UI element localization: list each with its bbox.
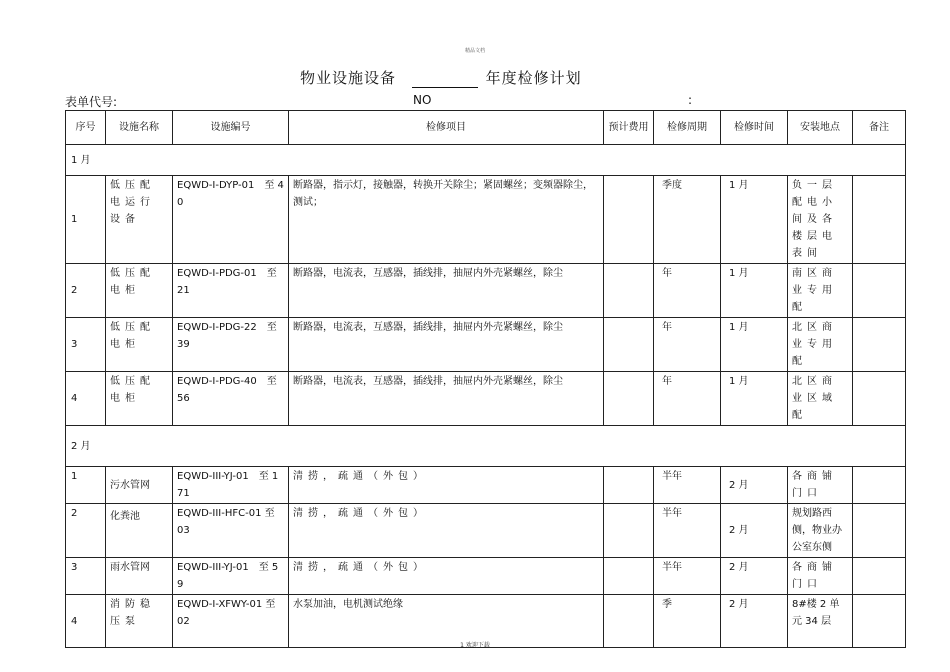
cell-seq: 4 [66, 372, 106, 426]
col-header-time: 检修时间 [721, 111, 788, 145]
cell-code: EQWD-I-DYP-01 至 40 [173, 176, 289, 264]
cell-cost [604, 372, 654, 426]
cell-cost [604, 558, 654, 595]
cell-items: 清捞，疏通（外包） [289, 558, 604, 595]
year-blank[interactable] [412, 73, 478, 88]
cell-seq: 2 [66, 504, 106, 558]
cell-cycle: 半年 [654, 558, 721, 595]
col-header-location: 安装地点 [788, 111, 853, 145]
cell-time: 2 月 [721, 558, 788, 595]
cell-time: 2 月 [721, 504, 788, 558]
cell-items: 断路器，电流表，互感器，插线排，抽屉内外壳紧螺丝，除尘 [289, 264, 604, 318]
cell-seq: 2 [66, 264, 106, 318]
cell-remark [853, 504, 906, 558]
cell-cost [604, 504, 654, 558]
form-code-label: 表单代号: [65, 95, 118, 109]
col-header-code: 设施编号 [173, 111, 289, 145]
cell-items: 水泵加油，电机测试绝缘 [289, 595, 604, 648]
cell-cycle: 年 [654, 264, 721, 318]
table-row [66, 176, 906, 264]
form-colon: : [688, 93, 693, 107]
cell-remark [853, 318, 906, 372]
cell-seq: 1 [66, 467, 106, 504]
cell-location: 规划路西侧，物业办公室东侧 [788, 504, 853, 558]
cell-name: 低压配电柜 [106, 318, 173, 372]
cell-name: 污水管网 [106, 467, 173, 504]
cell-cycle: 年 [654, 372, 721, 426]
cell-cycle: 季度 [654, 176, 721, 264]
cell-cycle: 季 [654, 595, 721, 648]
cell-name: 低压配电柜 [106, 372, 173, 426]
cell-items: 断路器，电流表，互感器，插线排，抽屉内外壳紧螺丝，除尘 [289, 318, 604, 372]
cell-code: EQWD-III-HFC-01 至 03 [173, 504, 289, 558]
table-row [66, 264, 906, 318]
table-header-row [66, 111, 906, 145]
month-label: 2 月 [66, 426, 906, 467]
cell-code: EQWD-III-YJ-01 至 171 [173, 467, 289, 504]
cell-location: 南区商业专用配 [788, 264, 853, 318]
cell-location: 各商铺门口 [788, 558, 853, 595]
cell-remark [853, 467, 906, 504]
cell-location: 负一层配电小间及各楼层电表间 [788, 176, 853, 264]
page-footer: 1 欢迎下载 [460, 642, 490, 649]
cell-remark [853, 558, 906, 595]
cell-items: 清捞，疏通（外包） [289, 467, 604, 504]
form-no-label: NO [413, 93, 432, 107]
col-header-items: 检修项目 [289, 111, 604, 145]
cell-cost [604, 264, 654, 318]
col-header-cycle: 检修周期 [654, 111, 721, 145]
cell-name: 化粪池 [106, 504, 173, 558]
cell-location: 北区商业专用配 [788, 318, 853, 372]
cell-items: 断路器，指示灯，接触器，转换开关除尘；紧固螺丝；变频器除尘，测试； [289, 176, 604, 264]
cell-seq: 1 [66, 176, 106, 264]
cell-time: 1 月 [721, 264, 788, 318]
table-row [66, 372, 906, 426]
cell-location: 各商铺门口 [788, 467, 853, 504]
col-header-remark: 备注 [853, 111, 906, 145]
table-row [66, 558, 906, 595]
col-header-seq: 序号 [66, 111, 106, 145]
title-suffix: 年度检修计划 [485, 69, 582, 87]
cell-time: 1 月 [721, 372, 788, 426]
cell-name: 雨水管网 [106, 558, 173, 595]
col-header-name: 设施名称 [106, 111, 173, 145]
cell-cost [604, 176, 654, 264]
page-title [300, 67, 582, 88]
cell-seq: 4 [66, 595, 106, 648]
cell-cycle: 半年 [654, 504, 721, 558]
cell-time: 2 月 [721, 595, 788, 648]
table-row [66, 467, 906, 504]
cell-remark [853, 264, 906, 318]
cell-seq: 3 [66, 558, 106, 595]
cell-time: 1 月 [721, 176, 788, 264]
cell-code: EQWD-I-XFWY-01 至 02 [173, 595, 289, 648]
cell-remark [853, 176, 906, 264]
col-header-cost: 预计费用 [604, 111, 654, 145]
cell-cycle: 半年 [654, 467, 721, 504]
cell-name: 消防稳压泵 [106, 595, 173, 648]
cell-name: 低压配电柜 [106, 264, 173, 318]
title-prefix: 物业设施设备 [300, 69, 397, 87]
cell-cycle: 年 [654, 318, 721, 372]
month-label: 1 月 [66, 145, 906, 176]
month-row [66, 426, 906, 467]
table-row [66, 504, 906, 558]
table-row [66, 318, 906, 372]
cell-name: 低压配电运行设备 [106, 176, 173, 264]
month-row [66, 145, 906, 176]
cell-code: EQWD-III-YJ-01 至 59 [173, 558, 289, 595]
cell-remark [853, 372, 906, 426]
cell-time: 2 月 [721, 467, 788, 504]
cell-seq: 3 [66, 318, 106, 372]
cell-code: EQWD-I-PDG-01 至 21 [173, 264, 289, 318]
header-note: 精品文档 [464, 48, 485, 54]
cell-location: 8#楼 2 单元 34 层 [788, 595, 853, 648]
cell-cost [604, 318, 654, 372]
cell-items: 断路器，电流表，互感器，插线排，抽屉内外壳紧螺丝，除尘 [289, 372, 604, 426]
cell-cost [604, 467, 654, 504]
cell-code: EQWD-I-PDG-22 至 39 [173, 318, 289, 372]
cell-items: 清捞，疏通（外包） [289, 504, 604, 558]
maintenance-plan-table [65, 110, 906, 648]
cell-location: 北区商业区域配 [788, 372, 853, 426]
cell-time: 1 月 [721, 318, 788, 372]
cell-code: EQWD-I-PDG-40 至 56 [173, 372, 289, 426]
